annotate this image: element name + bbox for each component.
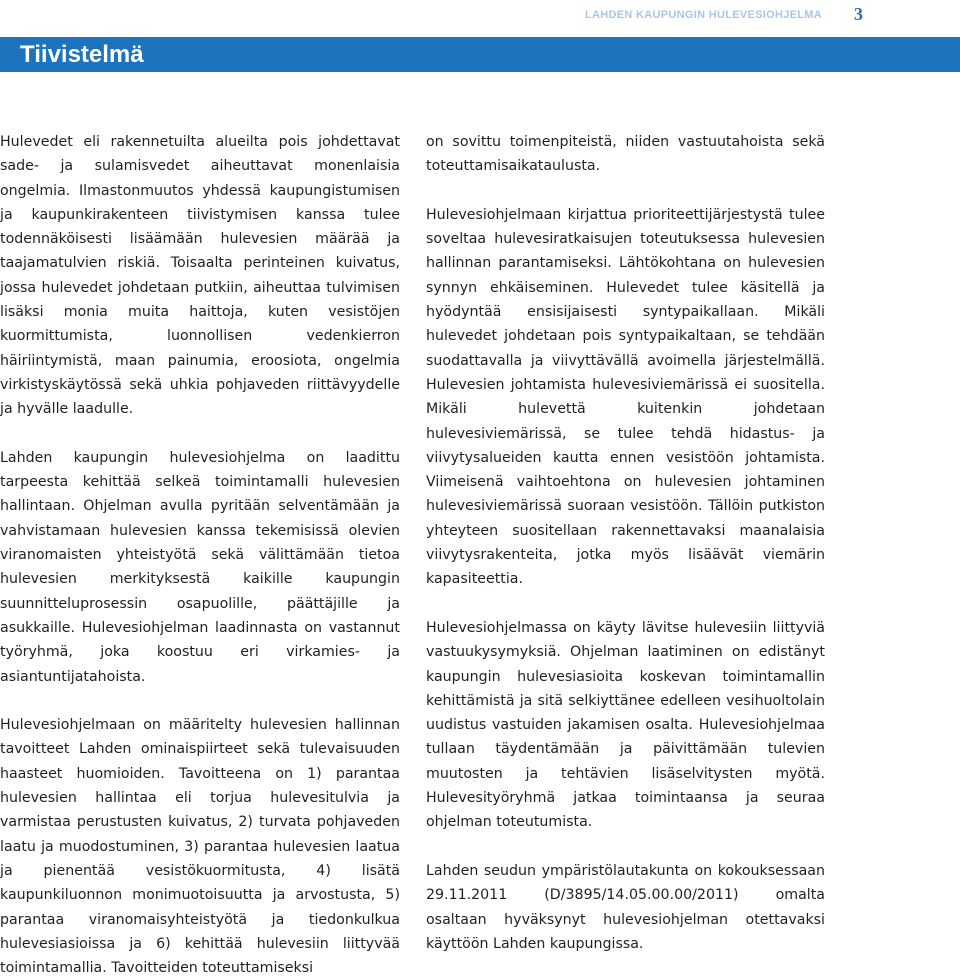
running-title: LAHDEN KAUPUNGIN HULEVESIOHJELMA: [585, 9, 822, 21]
paragraph: on sovittu toimenpiteistä, niiden vastuutahoista sekä toteuttamisaikataulusta.: [426, 134, 825, 175]
paragraph: Lahden seudun ympäristölautakunta on kokouksessaan 29.11.2011 (D/3895/14.05.00.00/2011) omalta osaltaan hyväksynyt hulevesiohjelman otettavaksi käyttöön Lahden kaupungissa.: [426, 862, 825, 952]
paragraph: Hulevedet eli rakennetuilta alueilta pois johdettavat sade- ja sulamisvedet aiheuttavat monenlaisia ongelmia. Ilmastonmuutos yhdessä kaupungistumisen ja kaupunkirakenteen tiivistymisen kanssa tulee todennäköisesti lisäämään hulevesien määrää ja taajamatulvien riskiä. Toisaalta perinteinen kuivatus, jossa hulevedet johdetaan putkiin, aiheuttaa tulvimisen lisäksi monia muita haittoja, kuten vesistöjen kuormittumista, luonnollisen vedenkierron häiriintymistä, maan painumia, eroosiota, ongelmia virkistyskäytössä sekä uhkia pohjaveden riittävyydelle ja hyvälle laadulle.: [0, 134, 400, 418]
paragraph: Hulevesiohjelmaan on määritelty hulevesien hallinnan tavoitteet Lahden ominaispiirteet sekä tulevaisuuden haasteet huomioiden. Tavoitteena on 1) parantaa hulevesien hallintaa eli torjua hulevesitulvia ja varmistaa perustusten kuivatus, 2) turvata pohjaveden laatu ja muodostuminen, 3) parantaa hulevesien laatua ja pienentää vesistökuormitusta, 4) lisätä kaupunkiluonnon monimuotoisuutta ja arvostusta, 5) parantaa viranomaisyhteistyötä ja tiedonkulkua hulevesiasioissa ja 6) kehittää hulevesiin liittyvää toimintamallia. Tavoitteiden toteuttamiseksi: [0, 717, 400, 977]
paragraph: Hulevesiohjelmassa on käyty lävitse hulevesiin liittyviä vastuukysymyksiä. Ohjelman laatiminen on edistänyt kaupungin hulevesiasioita koskevan toimintamallin kehittämistä ja sitä selkiyttänee edelleen vesihuoltolain uudistus vastuiden jakamisen osalta. Hulevesiohjelmaa tullaan täydentämään ja päivittämään tulevien muutosten ja tehtävien lisäselvitysten myötä. Hulevesityöryhmä jatkaa toimintaansa ja seuraa ohjelman toteutumista.: [426, 619, 825, 831]
page-number: 3: [854, 4, 863, 24]
running-header: [0, 4, 960, 28]
right-column: [426, 130, 825, 956]
paragraph: Lahden kaupungin hulevesiohjelma on laadittu tarpeesta kehittää selkeä toimintamalli hulevesien hallintaan. Ohjelman avulla pyritään selventämään ja vahvistamaan hulevesien kanssa tekemisissä olevien viranomaisten yhteistyötä sekä välittämään tietoa hulevesien merkityksestä kaikille kaupungin suunnitteluprosessin osapuolille, päättäjille ja asukkaille. Hulevesiohjelman laadinnasta on vastannut työryhmä, joka koostuu eri virkamies- ja asiantuntijatahoista.: [0, 449, 400, 685]
section-title-band: [0, 37, 960, 72]
section-title: Tiivistelmä: [20, 41, 144, 68]
left-column: [0, 130, 400, 980]
paragraph: Hulevesiohjelmaan kirjattua prioriteettijärjestystä tulee soveltaa hulevesiratkaisujen toteutuksessa hulevesien hallinnan parantamiseksi. Lähtökohtana on hulevesien synnyn ehkäiseminen. Hulevedet tulee käsitellä ja hyödyntää ensisijaisesti syntypaikallaan. Mikäli hulevedet johdetaan pois syntypaikaltaan, se tehdään suodattavalla ja viivyttävällä avoimella järjestelmällä. Hulevesien johtamista hulevesiviemärissä ei suositella. Mikäli hulevettä kuitenkin johdetaan hulevesiviemärissä, se tulee tehdä hidastus- ja viivytysalueiden kautta ennen vesistöön johtamista. Viimeisenä vaihtoehtona on hulevesien johtaminen hulevesiviemärissä suoraan vesistöön. Tällöin putkiston yhteyteen suositellaan rakennettavaksi maanalaisia viivytysrakenteita, jotka myös lisäävät viemärin kapasiteettia.: [426, 206, 825, 588]
